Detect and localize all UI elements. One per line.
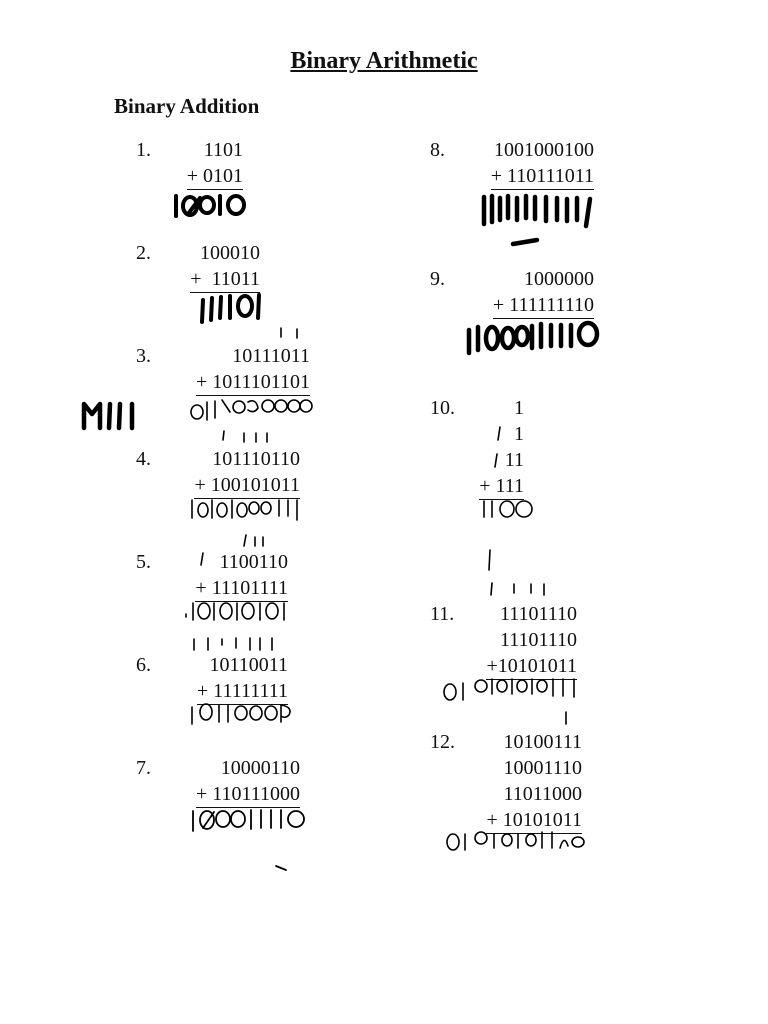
operand: 11101110 <box>499 629 577 651</box>
operand: 1101 <box>203 139 243 161</box>
problem-number: 4. <box>136 448 151 470</box>
problem-number: 1. <box>136 139 151 161</box>
section-title: Binary Addition <box>114 94 260 118</box>
operand: 1100110 <box>219 551 288 573</box>
operand: 1001000100 <box>494 139 594 161</box>
operand: +10101011 <box>486 653 577 680</box>
operand: + 11101111 <box>195 575 288 602</box>
operand: + 110111011 <box>491 163 594 190</box>
operand: 11011000 <box>503 783 582 805</box>
page-title: Binary Arithmetic <box>290 48 478 74</box>
operand: + 100101011 <box>194 472 300 499</box>
operand: 11101110 <box>499 603 577 625</box>
operand: + 110111000 <box>196 781 300 808</box>
operand: 10000110 <box>220 757 300 779</box>
operand: + 11111111 <box>197 678 288 705</box>
operand: 10110011 <box>209 654 288 676</box>
problem-number: 2. <box>136 242 151 264</box>
problem-number: 8. <box>430 139 445 161</box>
handwriting-answer-7 <box>193 810 304 870</box>
operand: + 111111110 <box>493 292 594 319</box>
problem-number: 3. <box>136 345 151 367</box>
problem-number: 5. <box>136 551 151 573</box>
handwriting-answer-9 <box>469 323 597 353</box>
problem-number: 6. <box>136 654 151 676</box>
handwriting-answer-8 <box>484 196 590 244</box>
handwriting-answer-12 <box>447 832 584 850</box>
operand: 10100111 <box>503 731 582 753</box>
operand: 101110110 <box>212 448 300 470</box>
operand: 1000000 <box>524 268 594 290</box>
problem-number: 11. <box>430 603 455 625</box>
operand: 10111011 <box>232 345 310 367</box>
problem-number: 7. <box>136 757 151 779</box>
problem-number: 10. <box>430 397 455 419</box>
operand: 11 <box>504 449 524 471</box>
operand: 10001110 <box>503 757 582 779</box>
handwriting-answer-1 <box>176 196 244 216</box>
operand: + 1011101101 <box>196 369 310 396</box>
problem-number: 9. <box>430 268 445 290</box>
operand: + 0101 <box>187 163 243 190</box>
handwriting-answer-2 <box>202 295 259 322</box>
operand: + 111 <box>479 473 524 500</box>
problem-number: 12. <box>430 731 455 753</box>
operand: 100010 <box>200 242 260 264</box>
operand: 1 <box>514 397 524 419</box>
handwriting-margin-note-3 <box>84 404 132 428</box>
operand: + 10101011 <box>486 807 582 834</box>
operand: + 11011 <box>190 266 260 293</box>
operand: 1 <box>514 423 524 445</box>
